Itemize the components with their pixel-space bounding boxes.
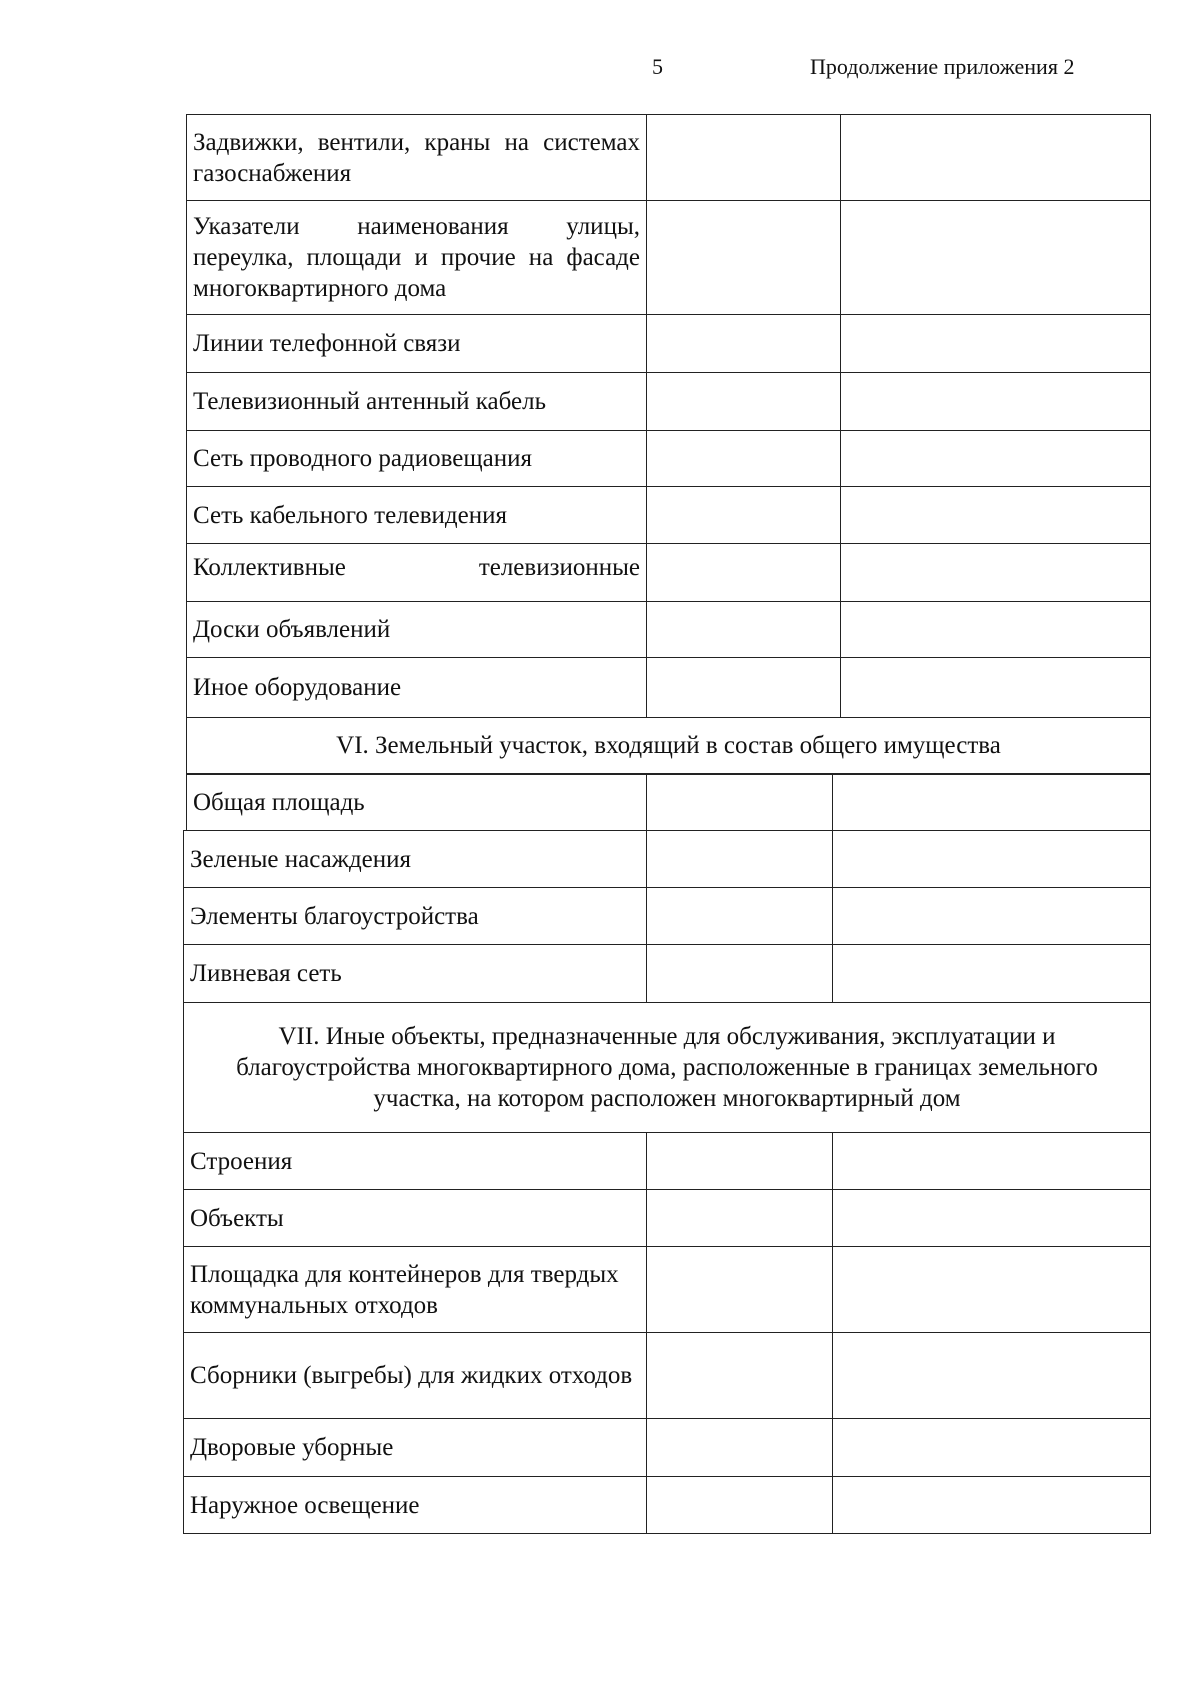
empty-cell [647,431,841,487]
section-vi-title: VI. Земельный участок, входящий в состав общего имущества [187,718,1151,774]
empty-cell [833,945,1151,1003]
row-label: Зеленые насаждения [184,831,647,888]
row-label: Телевизионный антенный кабель [187,373,647,431]
row-label: Элементы благоустройства [184,888,647,945]
table-row [184,945,1151,1003]
row-label: Сеть проводного радиовещания [187,431,647,487]
section-header-row [187,718,1151,774]
empty-cell [647,1133,833,1190]
empty-cell [841,373,1151,431]
section-header-row [184,1003,1151,1133]
empty-cell [833,1247,1151,1333]
table-row [184,1190,1151,1247]
empty-cell [841,201,1151,315]
empty-cell [833,1133,1151,1190]
empty-cell [647,831,833,888]
row-label: Линии телефонной связи [187,315,647,373]
continuation-label: Продолжение приложения 2 [810,54,1075,79]
row-label: Доски объявлений [187,602,647,658]
empty-cell [841,487,1151,544]
table-row [187,201,1151,315]
table-row [187,431,1151,487]
empty-cell [647,1190,833,1247]
row-label: Указатели наименования улицы, переулка, площади и прочие на фасаде многоквартирного дома [187,201,647,315]
empty-cell [841,658,1151,718]
empty-cell [647,775,833,831]
row-label: Сборники (выгребы) для жидких отходов [184,1333,647,1419]
section-vii-title: VII. Иные объекты, предназначенные для обслуживания, эксплуатации и благоустройства многоквартирного дома, расположенные в границах земельного участка, на котором расположен многоквартирный дом [184,1003,1151,1133]
table-row [184,1419,1151,1477]
empty-cell [647,487,841,544]
table-row [187,658,1151,718]
row-label: Наружное освещение [184,1477,647,1534]
table-row [184,831,1151,888]
table-row [187,115,1151,201]
row-label: Площадка для контейнеров для твердых коммунальных отходов [184,1247,647,1333]
page-number: 5 [652,54,663,79]
empty-cell [833,1333,1151,1419]
row-label: Строения [184,1133,647,1190]
row-label: Сеть кабельного телевидения [187,487,647,544]
table-row [187,373,1151,431]
empty-cell [841,602,1151,658]
table-row [184,1133,1151,1190]
table-row [187,544,1151,602]
table-row [184,1247,1151,1333]
empty-cell [647,658,841,718]
empty-cell [841,431,1151,487]
empty-cell [647,888,833,945]
table-row [187,775,1151,831]
table-row [187,602,1151,658]
empty-cell [647,373,841,431]
empty-cell [647,1419,833,1477]
empty-cell [647,1477,833,1534]
table-row [187,315,1151,373]
row-label: Дворовые уборные [184,1419,647,1477]
table-row [184,1333,1151,1419]
row-label: Иное оборудование [187,658,647,718]
row-label-text: Коллективные телевизионные [193,554,640,581]
empty-cell [647,544,841,602]
row-label: Общая площадь [187,775,647,831]
table-row [184,888,1151,945]
land-and-objects-table [183,830,1151,1534]
empty-cell [647,1333,833,1419]
land-table-top [186,774,1151,831]
empty-cell [833,831,1151,888]
empty-cell [841,115,1151,201]
empty-cell [647,945,833,1003]
empty-cell [647,315,841,373]
table-row [184,1477,1151,1534]
empty-cell [841,544,1151,602]
empty-cell [841,315,1151,373]
row-label: Объекты [184,1190,647,1247]
empty-cell [833,888,1151,945]
empty-cell [647,115,841,201]
empty-cell [833,1419,1151,1477]
empty-cell [647,201,841,315]
empty-cell [833,1190,1151,1247]
table-row [187,487,1151,544]
empty-cell [833,775,1151,831]
empty-cell [647,1247,833,1333]
equipment-table [186,114,1151,774]
row-label: Ливневая сеть [184,945,647,1003]
empty-cell [647,602,841,658]
row-label [187,544,647,602]
empty-cell [833,1477,1151,1534]
row-label: Задвижки, вентили, краны на системах газоснабжения [187,115,647,201]
